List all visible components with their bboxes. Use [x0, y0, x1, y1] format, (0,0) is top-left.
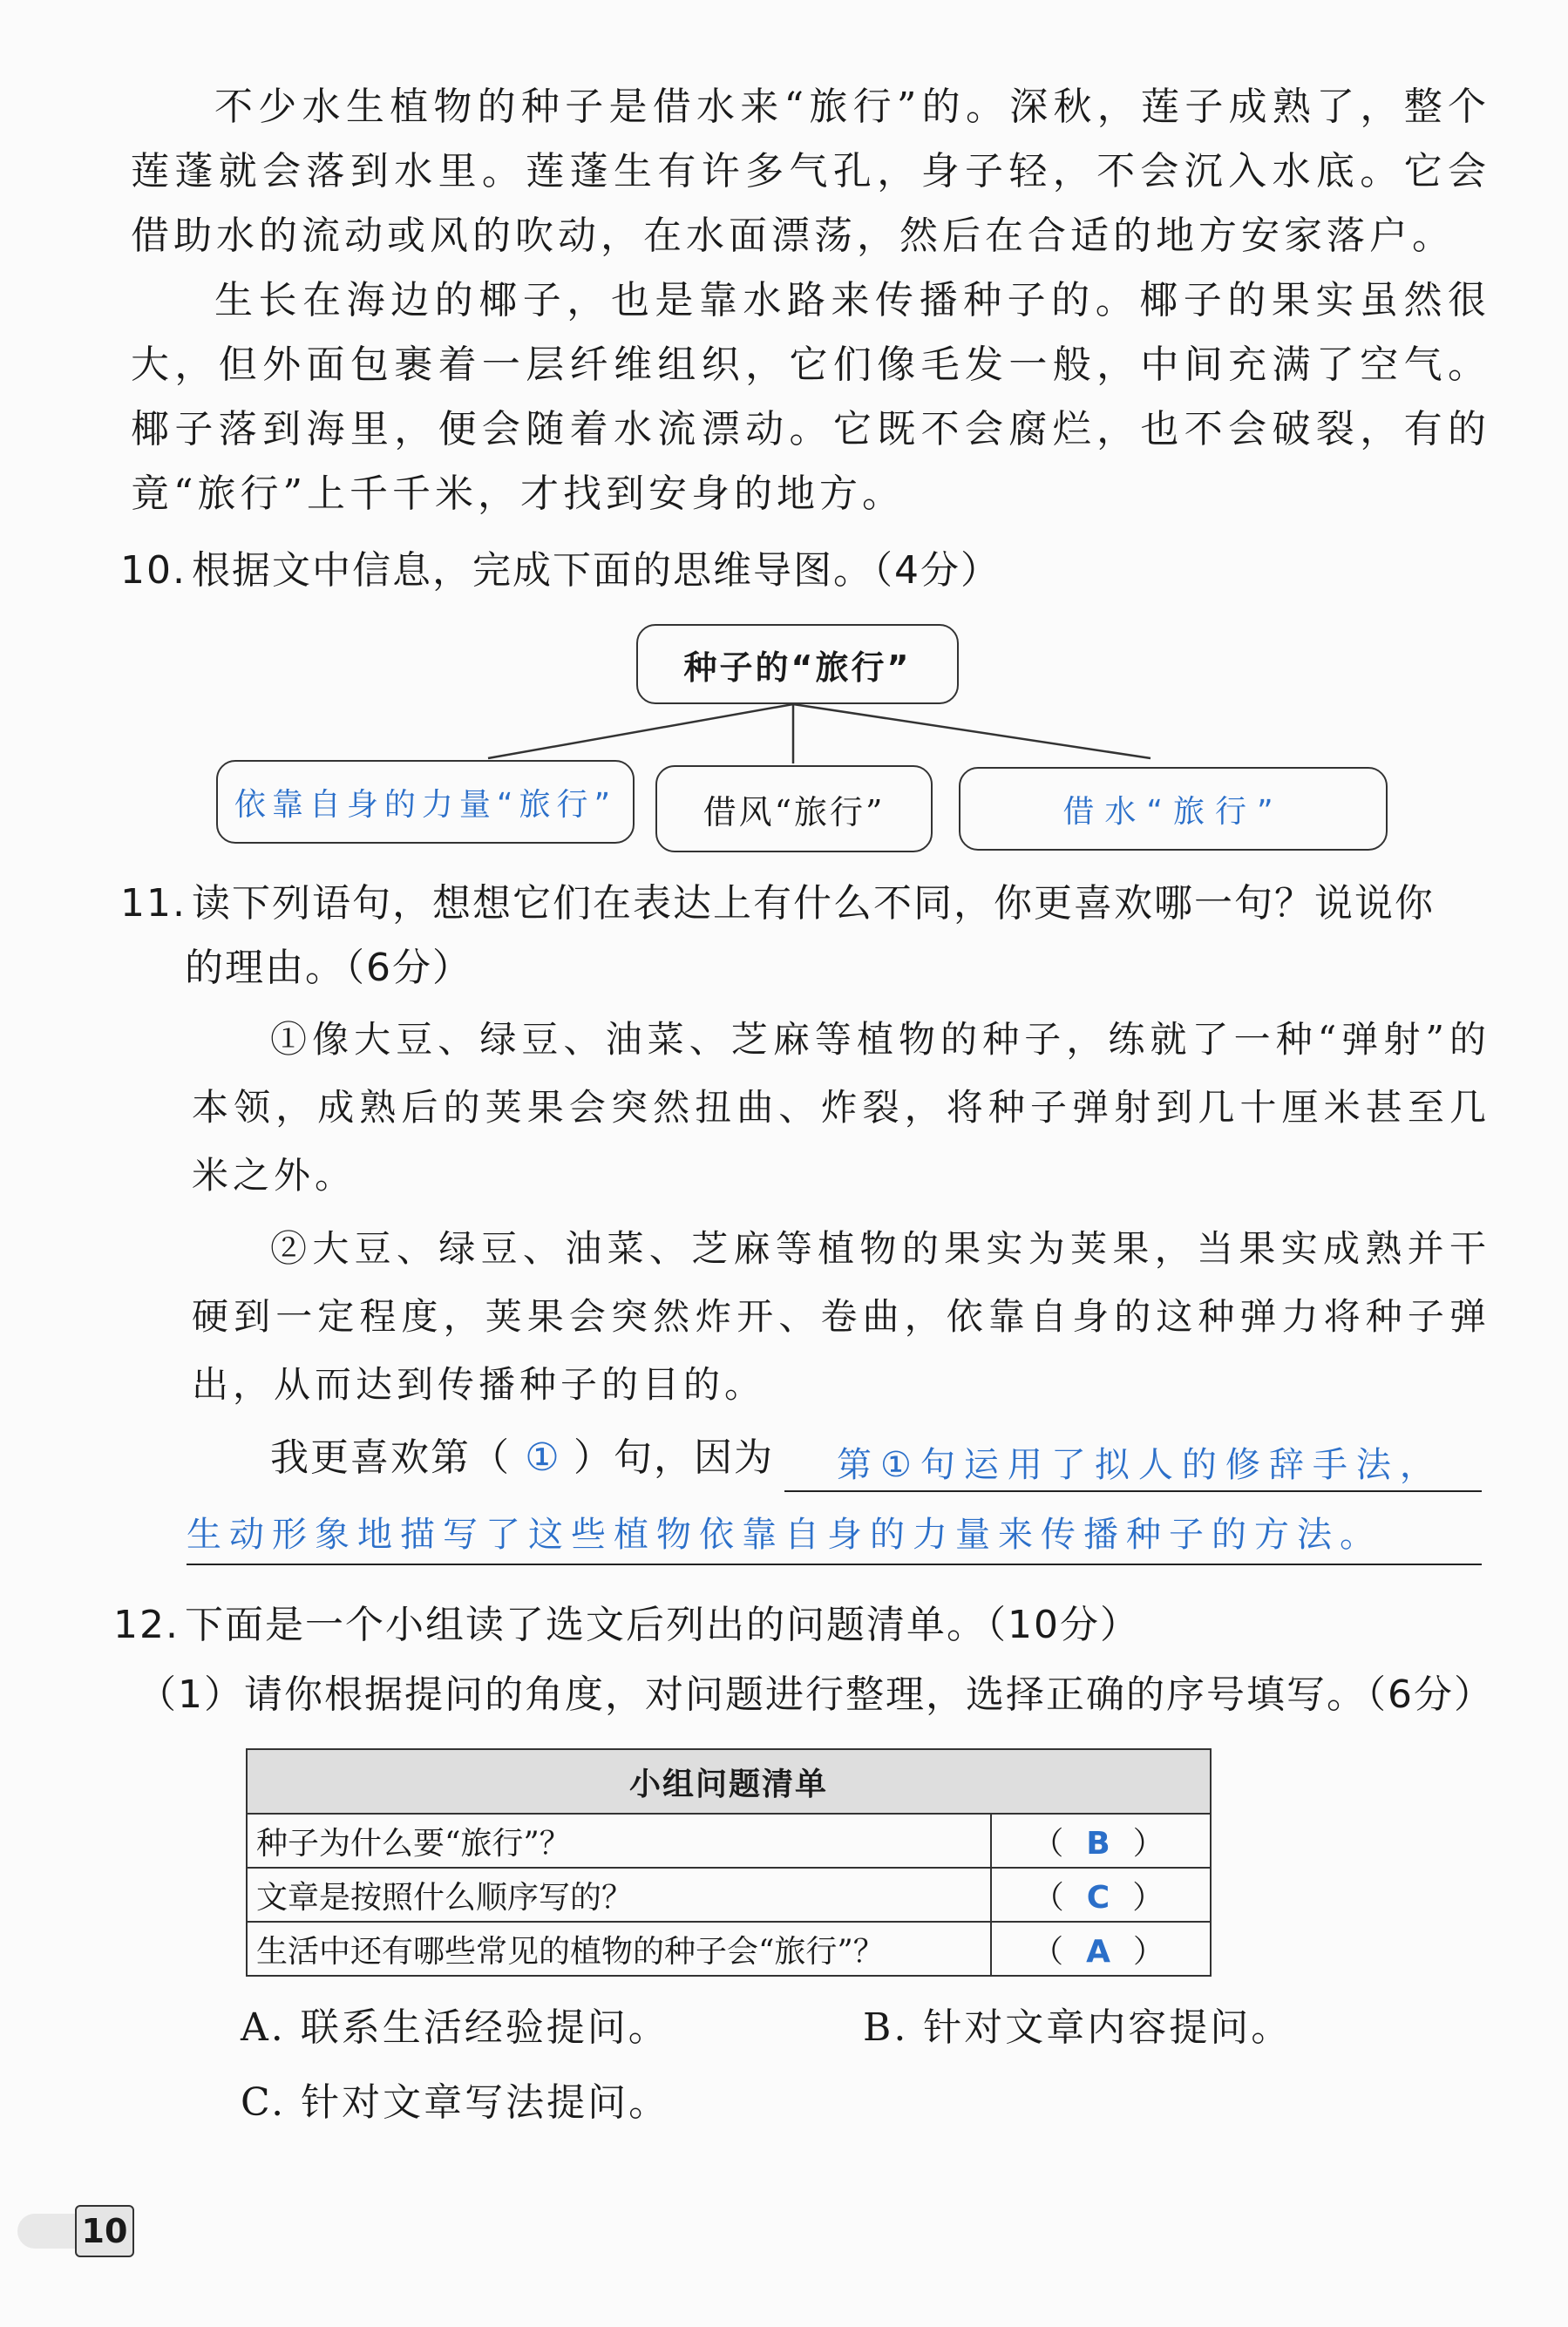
question-text: 根据文中信息，完成下面的思维导图。（4分） [191, 548, 1001, 593]
preference-prompt [270, 1426, 774, 1490]
prompt-start: 我更喜欢第（ [270, 1435, 511, 1480]
option-a: A. 联系生活经验提问。 [241, 2005, 669, 2050]
question-number: 11. [120, 881, 187, 926]
row-question: 种子为什么要“旅行”？ [247, 1814, 991, 1868]
row-answer: （ A ） [991, 1922, 1211, 1976]
table-row [247, 1922, 1211, 1976]
mind-map-answer-left: 依靠自身的力量“旅行” [216, 760, 635, 844]
question-text: 下面是一个小组读了选文后列出的问题清单。（10分） [184, 1603, 1140, 1647]
question-12 [113, 1593, 1490, 1658]
question-list-table [246, 1748, 1212, 1977]
page-number: 10 [75, 2205, 134, 2257]
passage-paragraph-1: 不少水生植物的种子是借水来“旅行”的。深秋，莲子成熟了，整个莲蓬就会落到水里。莲蓬生有许多气孔，身子轻，不会沉入水底。它会借助水的流动或风的吹动，在水面漂荡，然后在合适的地方安家落户。 [131, 85, 1490, 258]
question-number: 10. [120, 548, 187, 593]
answer-line-1: 第①句运用了拟人的修辞手法， [784, 1438, 1482, 1492]
sentence-1: ①像大豆、绿豆、油菜、芝麻等植物的种子，练就了一种“弹射”的本领，成熟后的荚果会突然扭曲、炸裂，将种子弹射到几十厘米甚至几米之外。 [192, 1018, 1490, 1197]
mind-map-connectors [0, 0, 1568, 872]
sentence-2: ②大豆、绿豆、油菜、芝麻等植物的果实为荚果，当果实成熟并干硬到一定程度，荚果会突然炸开、卷曲，依靠自身的这种弹力将种子弹出，从而达到传播种子的目的。 [192, 1227, 1490, 1406]
answer-letter: A [1086, 1933, 1116, 1970]
row-answer: （ C ） [991, 1868, 1211, 1922]
passage-paragraph-2: 生长在海边的椰子，也是靠水路来传播种子的。椰子的果实虽然很大，但外面包裹着一层纤维组织，它们像毛发一般，中间充满了空气。椰子落到海里，便会随着水流漂动。它既不会腐烂，也不会破裂，有的竟“旅行”上千千米，才找到安身的地方。 [131, 278, 1490, 516]
table-title: 小组问题清单 [247, 1749, 1211, 1814]
chosen-sentence: ① [525, 1435, 560, 1480]
row-answer: （ B ） [991, 1814, 1211, 1868]
mind-map-root: 种子的“旅行” [636, 624, 959, 704]
page-tab [17, 2214, 78, 2249]
row-question: 生活中还有哪些常见的植物的种子会“旅行”？ [247, 1922, 991, 1976]
question-11 [120, 872, 1497, 936]
question-11-line2: 的理由。（6分） [185, 946, 472, 990]
option-c: C. 针对文章写法提问。 [241, 2080, 670, 2125]
row-question: 文章是按照什么顺序写的？ [247, 1868, 991, 1922]
question-12-sub1: （1）请你根据提问的角度，对问题进行整理，选择正确的序号填写。（6分） [138, 1672, 1494, 1717]
mind-map-middle: 借风“旅行” [655, 765, 933, 852]
option-b: B. 针对文章内容提问。 [863, 2005, 1293, 2050]
table-row [247, 1868, 1211, 1922]
question-number: 12. [113, 1603, 180, 1647]
mind-map-answer-right: 借水“旅行” [959, 767, 1388, 851]
answer-letter: B [1086, 1825, 1116, 1862]
table-row [247, 1814, 1211, 1868]
prompt-end: ）句，因为 [574, 1435, 774, 1480]
question-text-line1: 读下列语句，想想它们在表达上有什么不同，你更喜欢哪一句？说说你 [191, 881, 1435, 926]
answer-letter: C [1086, 1879, 1116, 1916]
answer-line-2: 生动形象地描写了这些植物依靠自身的力量来传播种子的方法。 [187, 1506, 1482, 1565]
